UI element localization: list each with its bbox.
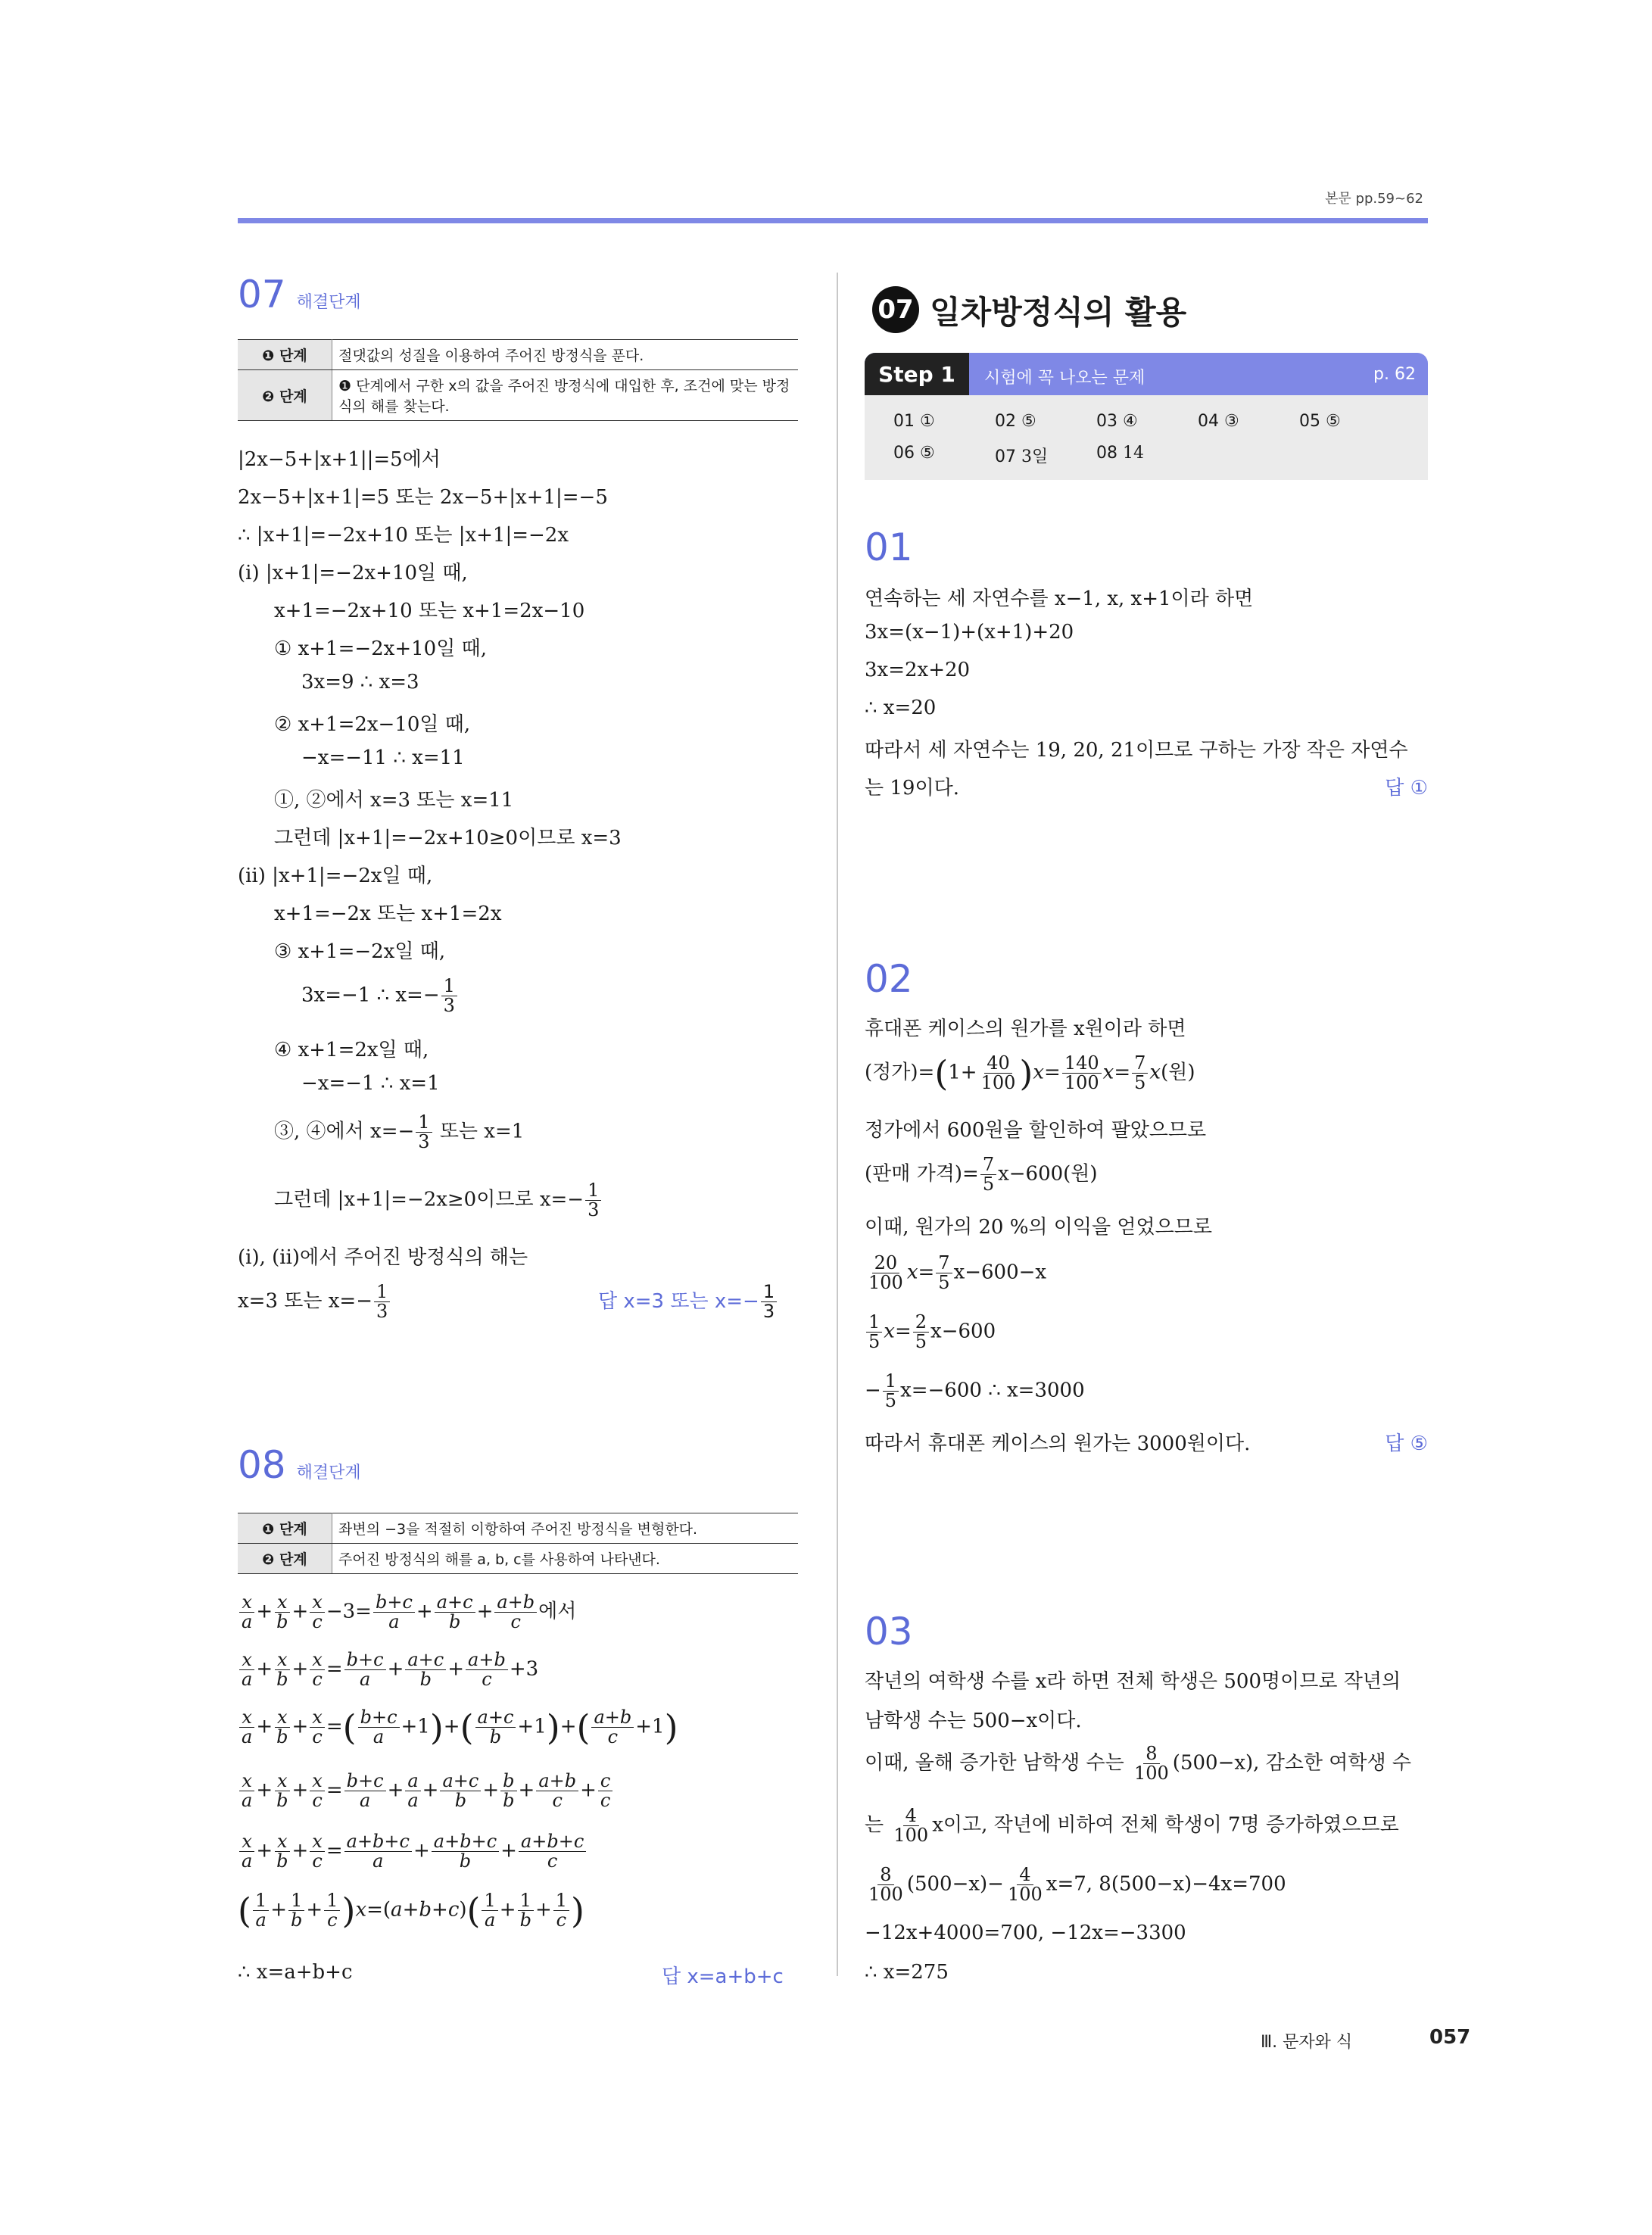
step-label: ❶ 단계	[238, 1513, 332, 1544]
text-line: 이때, 원가의 20 %의 이익을 얻었으므로	[865, 1216, 1213, 1239]
math-text: 또는 x=1	[439, 1120, 525, 1143]
text-line: 남학생 수는 500−x이다.	[865, 1710, 1082, 1732]
math-line: 3x=9 ∴ x=3	[301, 671, 419, 694]
answer-key-item: 07 3일	[995, 447, 1049, 466]
text-line: 연속하는 세 자연수를 x−1, x, x+1이라 하면	[865, 588, 1254, 610]
numerator: 1	[761, 1283, 777, 1302]
denominator: 3	[418, 1131, 430, 1153]
answer-key-item: 01 ①	[893, 412, 935, 431]
equation-line-6: ( $\frac{1}{a}$ + $\frac{1}{b}$ + $\frac{1}{c}$ )x=(a+b+c)( $\frac{1}{a}$ + $\frac{1}{b}$ + $\frac{1}{c}$ )	[238, 1890, 584, 1931]
solution-steps-table-08	[238, 1513, 798, 1574]
section-subtitle: 해결단계	[296, 1464, 361, 1482]
math-line: ② x+1=2x−10일 때,	[274, 713, 471, 736]
fraction	[761, 1283, 777, 1321]
math-text: −	[865, 1379, 881, 1402]
step-banner-text: 시험에 꼭 나오는 문제	[984, 369, 1145, 388]
section-number: 08	[238, 1443, 286, 1487]
header-rule	[238, 218, 1428, 223]
math-line: (ⅱ) |x+1|=−2x일 때,	[238, 865, 433, 887]
math-text: 에서	[538, 1600, 577, 1623]
math-line: 이때, 올해 증가한 남학생 수는 $\frac{8}{100}$ (500−x), 감소한 여학생 수	[865, 1743, 1412, 1785]
answer-key-item: 05 ⑤	[1299, 412, 1341, 431]
math-line: |2x−5+|x+1||=5에서	[238, 448, 441, 471]
math-line: 3x=2x+20	[865, 659, 971, 681]
equation-line-1: $\frac{x}{a}$ + $\frac{x}{b}$ + $\frac{x}{c}$ −3= $\frac{b+c}{a}$ + $\frac{a+c}{b}$ + $\frac{a+b}{c}$ 에서	[238, 1593, 576, 1632]
math-line: ③ x+1=−2x일 때,	[274, 940, 446, 963]
math-text: (500−x), 감소한 여학생 수	[1172, 1751, 1412, 1775]
numerator: 1	[585, 1181, 601, 1201]
problem-02-number: 02	[865, 957, 913, 1001]
math-text: 이때, 올해 증가한 남학생 수는	[865, 1751, 1124, 1775]
answer-01: 답 ①	[1385, 777, 1428, 800]
math-text: ③, ④에서 x=−	[274, 1120, 415, 1143]
chapter-number-badge: 07	[872, 286, 919, 333]
text-line: 휴대폰 케이스의 원가를 x원이라 하면	[865, 1018, 1186, 1040]
problem-01-number: 01	[865, 525, 913, 569]
math-text: (정가)=	[865, 1061, 935, 1084]
math-line: −x=−1 ∴ x=1	[301, 1072, 440, 1095]
step-label: ❶ 단계	[238, 340, 332, 370]
equation-line-3: $\frac{x}{a}$ + $\frac{x}{b}$ + $\frac{x}{c}$ =( $\frac{b+c}{a}$ +1)+( $\frac{a+c}{b}$ +1)+( $\frac{a+b}{c}$ +1)	[238, 1708, 678, 1747]
math-line	[274, 1181, 603, 1220]
math-text: 는	[865, 1813, 884, 1837]
equation-line-5: $\frac{x}{a}$ + $\frac{x}{b}$ + $\frac{x}{c}$ = $\frac{a+b+c}{a}$ + $\frac{a+b+c}{b}$ + $\frac{a+b+c}{c}$	[238, 1832, 588, 1871]
fraction	[374, 1283, 390, 1321]
answer-text: 답 x=3 또는 x=−	[598, 1290, 759, 1314]
chapter-title: 일차방정식의 활용	[930, 294, 1187, 331]
math-line: ① x+1=−2x+10일 때,	[274, 637, 487, 660]
math-line: x+1=−2x 또는 x+1=2x	[274, 902, 502, 925]
section-number: 07	[238, 273, 286, 316]
math-line: ∴ x=275	[865, 1961, 949, 1984]
section-08-heading	[238, 1443, 361, 1487]
solution-steps-table-07	[238, 339, 798, 421]
math-text: (판매 가격)=	[865, 1162, 979, 1186]
math-text: x=−600 ∴ x=3000	[900, 1379, 1085, 1402]
math-text: x−600−x	[953, 1261, 1047, 1284]
math-line	[274, 1113, 524, 1152]
denominator: 3	[762, 1301, 775, 1323]
answer-key-item: 02 ⑤	[995, 412, 1036, 431]
math-text: x−600	[930, 1320, 996, 1343]
math-line: ∴ |x+1|=−2x+10 또는 |x+1|=−2x	[238, 524, 569, 547]
math-line: $\frac{8}{100}$ (500−x)− $\frac{4}{100}$ x=7, 8(500−x)−4x=700	[868, 1864, 1286, 1906]
fraction	[585, 1181, 601, 1220]
math-line: ④ x+1=2x일 때,	[274, 1039, 429, 1061]
math-line: (정가)=(1+ $\frac{40}{100}$ )x= $\frac{140}{100}$ x= $\frac{7}{5}$ x(원)	[865, 1052, 1195, 1094]
answer-key-box	[865, 395, 1428, 480]
math-line: (판매 가격)= $\frac{7}{5}$ x−600(원)	[865, 1154, 1098, 1195]
math-line: ①, ②에서 x=3 또는 x=11	[274, 789, 514, 812]
math-text: (500−x)−	[906, 1872, 1004, 1896]
step-tab: Step 1	[865, 353, 969, 395]
denominator: 3	[588, 1199, 600, 1221]
text-line: 작년의 여학생 수를 x라 하면 전체 학생은 500명이므로 작년의	[865, 1670, 1401, 1693]
text-line: 는 19이다.	[865, 777, 959, 800]
problem-03-number: 03	[865, 1610, 913, 1654]
step-text: 좌변의 −3을 적절히 이항하여 주어진 방정식을 변형한다.	[332, 1513, 799, 1544]
footer-chapter: Ⅲ. 문자와 식	[1261, 2033, 1353, 2052]
math-line: − $\frac{1}{5}$ x=−600 ∴ x=3000	[865, 1370, 1085, 1412]
answer-07	[598, 1283, 778, 1321]
math-line	[301, 977, 459, 1015]
math-line: 2x−5+|x+1|=5 또는 2x−5+|x+1|=−5	[238, 486, 608, 509]
step-text: 주어진 방정식의 해를 a, b, c를 사용하여 나타낸다.	[332, 1544, 799, 1574]
fraction	[416, 1113, 432, 1152]
math-text: x이고, 작년에 비하여 전체 학생이 7명 증가하였으므로	[932, 1813, 1399, 1837]
math-line	[238, 1283, 391, 1321]
equation-line-2: $\frac{x}{a}$ + $\frac{x}{b}$ + $\frac{x}{c}$ = $\frac{b+c}{a}$ + $\frac{a+c}{b}$ + $\frac{a+b}{c}$ +3	[238, 1651, 538, 1689]
denominator: 3	[443, 995, 455, 1017]
answer-02: 답 ⑤	[1385, 1432, 1428, 1455]
step-label: ❷ 단계	[238, 1544, 332, 1574]
math-line: ∴ x=a+b+c	[238, 1961, 353, 1984]
math-line: $\frac{1}{5}$ x= $\frac{2}{5}$ x−600	[865, 1313, 996, 1351]
math-line: $\frac{20}{100}$ x= $\frac{7}{5}$ x−600−x	[868, 1252, 1047, 1294]
answer-key-item: 04 ③	[1198, 412, 1239, 431]
numerator: 1	[374, 1283, 390, 1302]
answer-key-item: 06 ⑤	[893, 444, 935, 463]
step-banner-page: p. 62	[1373, 365, 1416, 384]
math-line: (ⅰ) |x+1|=−2x+10일 때,	[238, 562, 468, 584]
step-text: ❶ 단계에서 구한 x의 값을 주어진 방정식에 대입한 후, 조건에 맞는 방정식의 해를 찾는다.	[332, 370, 799, 421]
math-text: x=3 또는 x=−	[238, 1289, 372, 1313]
math-text: 그런데 |x+1|=−2x≥0이므로 x=−	[274, 1188, 584, 1211]
math-line: x+1=−2x+10 또는 x+1=2x−10	[274, 600, 585, 622]
denominator: 3	[376, 1301, 388, 1323]
equation-line-4: $\frac{x}{a}$ + $\frac{x}{b}$ + $\frac{x}{c}$ = $\frac{b+c}{a}$ + $\frac{a}{a}$ + $\frac{a+c}{b}$ + $\frac{b}{b}$ + $\frac{a+b}{c}$ + $\frac{c}{c}$	[238, 1772, 614, 1810]
text-line: 따라서 세 자연수는 19, 20, 21이므로 구하는 가장 작은 자연수	[865, 739, 1408, 762]
page-reference: 본문 pp.59~62	[1325, 191, 1423, 207]
column-divider	[837, 273, 838, 1976]
section-subtitle: 해결단계	[296, 293, 361, 312]
math-line: ∴ x=20	[865, 697, 937, 719]
text-line: 정가에서 600원을 할인하여 팔았으므로	[865, 1119, 1207, 1142]
math-line: −12x+4000=700, −12x=−3300	[865, 1922, 1186, 1944]
math-line: −x=−11 ∴ x=11	[301, 747, 465, 769]
answer-key-item: 03 ④	[1096, 412, 1138, 431]
math-line: 는 $\frac{4}{100}$ x이고, 작년에 비하여 전체 학생이 7명 증가하였으므로	[865, 1805, 1399, 1847]
answer-key-item: 08 14	[1096, 444, 1144, 463]
math-text: 3x=−1 ∴ x=−	[301, 983, 440, 1007]
numerator: 1	[416, 1113, 432, 1133]
numerator: 1	[441, 977, 457, 996]
step-label: ❷ 단계	[238, 370, 332, 421]
math-line: 3x=(x−1)+(x+1)+20	[865, 621, 1074, 644]
step-text: 절댓값의 성질을 이용하여 주어진 방정식을 푼다.	[332, 340, 799, 370]
math-text: x−600(원)	[998, 1162, 1098, 1186]
math-text: +3	[509, 1657, 539, 1681]
section-07-heading	[238, 273, 361, 316]
math-line: 그런데 |x+1|=−2x+10≥0이므로 x=3	[274, 827, 622, 849]
footer-page-number: 057	[1429, 2026, 1471, 2049]
math-text: x=7, 8(500−x)−4x=700	[1046, 1872, 1286, 1896]
math-line: (ⅰ), (ⅱ)에서 주어진 방정식의 해는	[238, 1246, 528, 1269]
fraction	[441, 977, 457, 1015]
answer-08: 답 x=a+b+c	[662, 1965, 784, 1988]
text-line: 따라서 휴대폰 케이스의 원가는 3000원이다.	[865, 1432, 1251, 1455]
